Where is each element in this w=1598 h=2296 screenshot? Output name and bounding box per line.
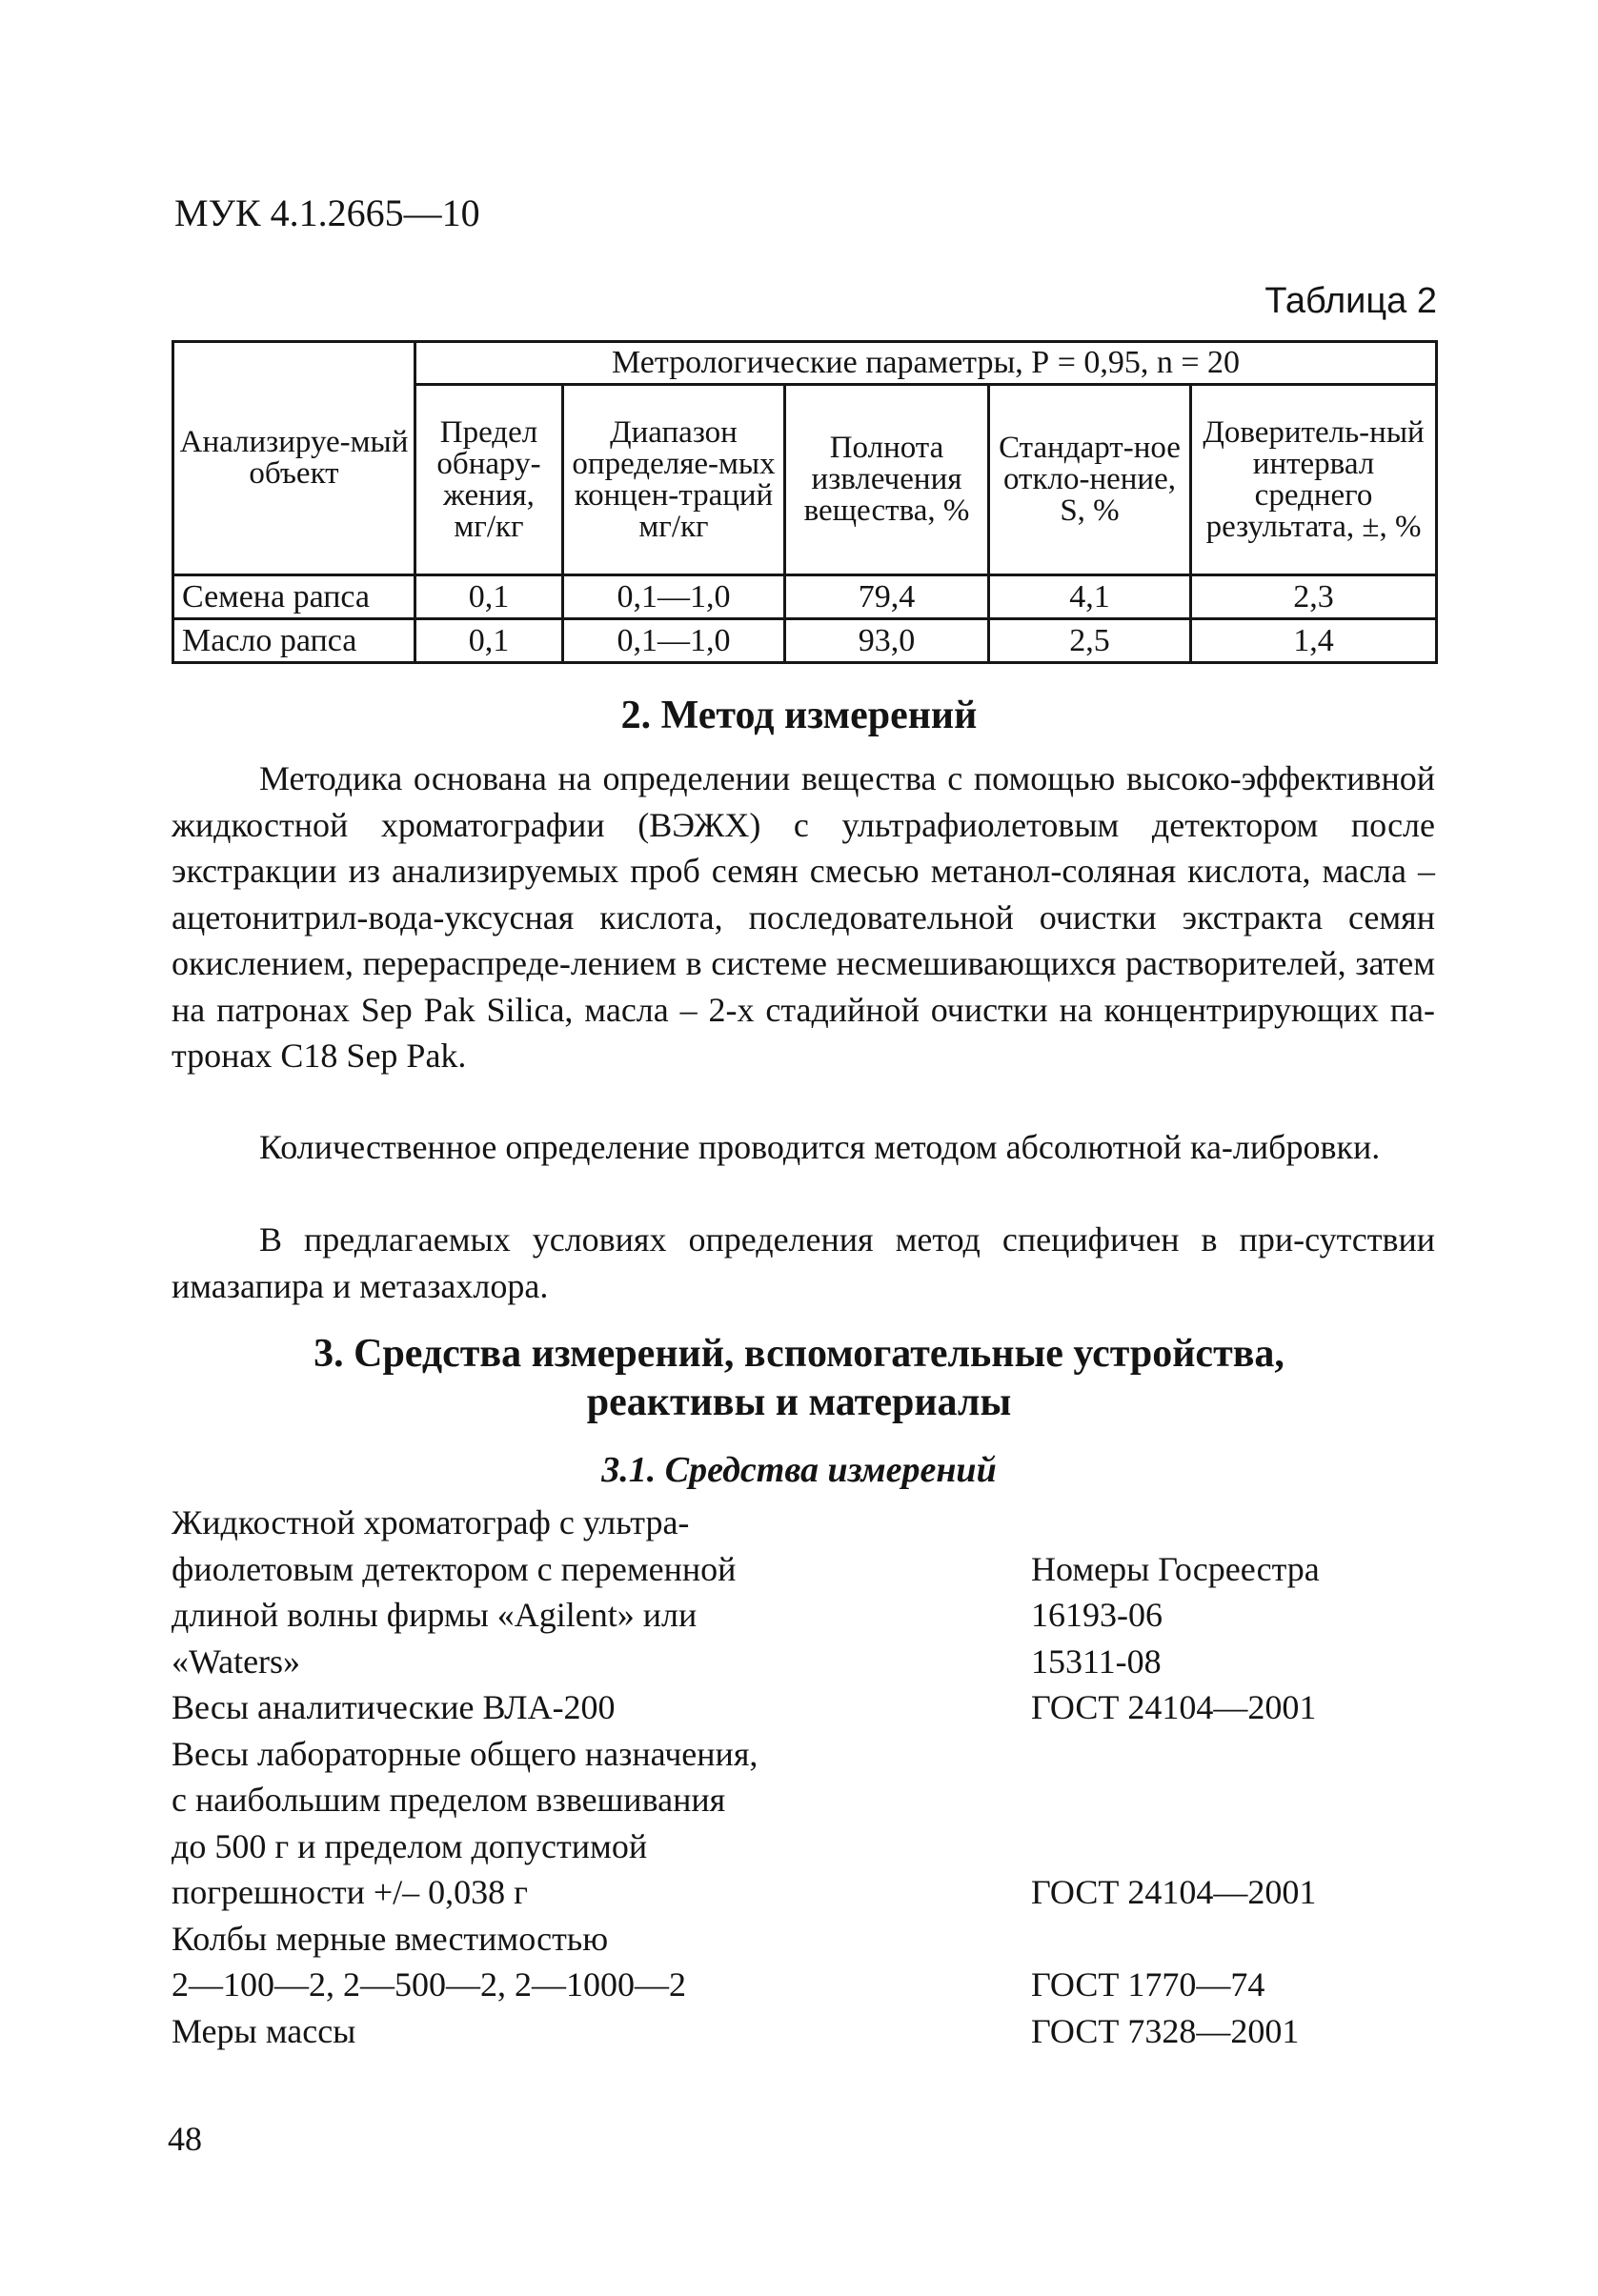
reference-list [1031, 1500, 1431, 2054]
list-item-ref: ГОСТ 24104—2001 [1031, 1873, 1317, 1911]
table-title: Таблица 2 [1264, 281, 1437, 321]
cell-value: 79,4 [785, 575, 989, 619]
paragraph-calibration: Количественное определение проводится методом абсолютной ка-либровки. [259, 1128, 1381, 1166]
table-row [173, 619, 1437, 663]
section-3-heading-line2: реактивы и материалы [586, 1380, 1012, 1424]
page-number: 48 [168, 2120, 202, 2158]
cell-value: 1,4 [1191, 619, 1437, 663]
section-3-heading-line1: 3. Средства измерений, вспомогательные устройства, [314, 1332, 1284, 1376]
list-item-ref: ГОСТ 24104—2001 [1031, 1688, 1317, 1726]
header-range: Диапазон определяе-мых концен-траций мг/кг [563, 385, 785, 575]
list-item: Колбы мерные вместимостью 2—100—2, 2—500—2, 2—1000—2 [172, 1919, 686, 2004]
header-metrology-group: Метрологические параметры, Р = 0,95, n = 20 [415, 342, 1437, 385]
cell-value: 0,1 [415, 575, 563, 619]
list-item: Весы аналитические ВЛА-200 [172, 1688, 616, 1726]
header-confidence-interval: Доверитель-ный интервал среднего результата, ±, % [1191, 385, 1437, 575]
row-object: Масло рапса [173, 619, 415, 663]
header-object: Анализируе-мый объект [173, 342, 415, 575]
cell-value: 0,1 [415, 619, 563, 663]
cell-value: 4,1 [989, 575, 1191, 619]
list-item: Меры массы [172, 2011, 356, 2050]
cell-value: 2,5 [989, 619, 1191, 663]
subsection-heading: 3.1. Средства измерений [601, 1450, 997, 1490]
row-object: Семена рапса [173, 575, 415, 619]
header-recovery: Полнота извлечения вещества, % [785, 385, 989, 575]
cell-value: 0,1—1,0 [563, 575, 785, 619]
list-item-ref: ГОСТ 7328—2001 [1031, 2011, 1300, 2050]
list-item-ref: Номеры Госреестра 16193-06 15311-08 [1031, 1549, 1320, 1681]
list-item: Жидкостной хроматограф с ультра- фиолетовым детектором с переменной длиной волны фирмы «Agilent» или «Waters» [172, 1503, 737, 1681]
section-2-heading: 2. Метод измерений [620, 694, 978, 737]
cell-value: 2,3 [1191, 575, 1437, 619]
equipment-list [172, 1500, 934, 2054]
table-row [173, 575, 1437, 619]
list-item-ref: ГОСТ 1770—74 [1031, 1965, 1265, 2004]
header-std-dev: Стандарт-ное откло-нение, S, % [989, 385, 1191, 575]
cell-value: 93,0 [785, 619, 989, 663]
document-code: МУК 4.1.2665—10 [174, 191, 480, 234]
cell-value: 0,1—1,0 [563, 619, 785, 663]
paragraph-specificity: В предлагаемых условиях определения метод специфичен в при-сутствии имазапира и метазахлора. [172, 1220, 1435, 1305]
metrology-table [172, 340, 1438, 664]
list-item: Весы лабораторные общего назначения, с наибольшим пределом взвешивания до 500 г и пределом допустимой погрешности +/– 0,038 г [172, 1734, 759, 1911]
header-detection-limit: Предел обнару-жения, мг/кг [415, 385, 563, 575]
paragraph-method: Методика основана на определении вещества с помощью высоко-эффективной жидкостной хроматографии (ВЭЖХ) с ультрафиолетовым детектором после экстракции из анализируемых проб семян смесью метанол-соляная кислота, масла – ацетонитрил-вода-уксусная кислота, последовательной очистки экстракта семян окислением, перераспреде-лением в системе несмешивающихся растворителей, затем на патронах Sep Pak Silica, масла – 2-х стадийной очистки на концентрирующих па-тронах С18 Sep Pak. [172, 759, 1435, 1075]
